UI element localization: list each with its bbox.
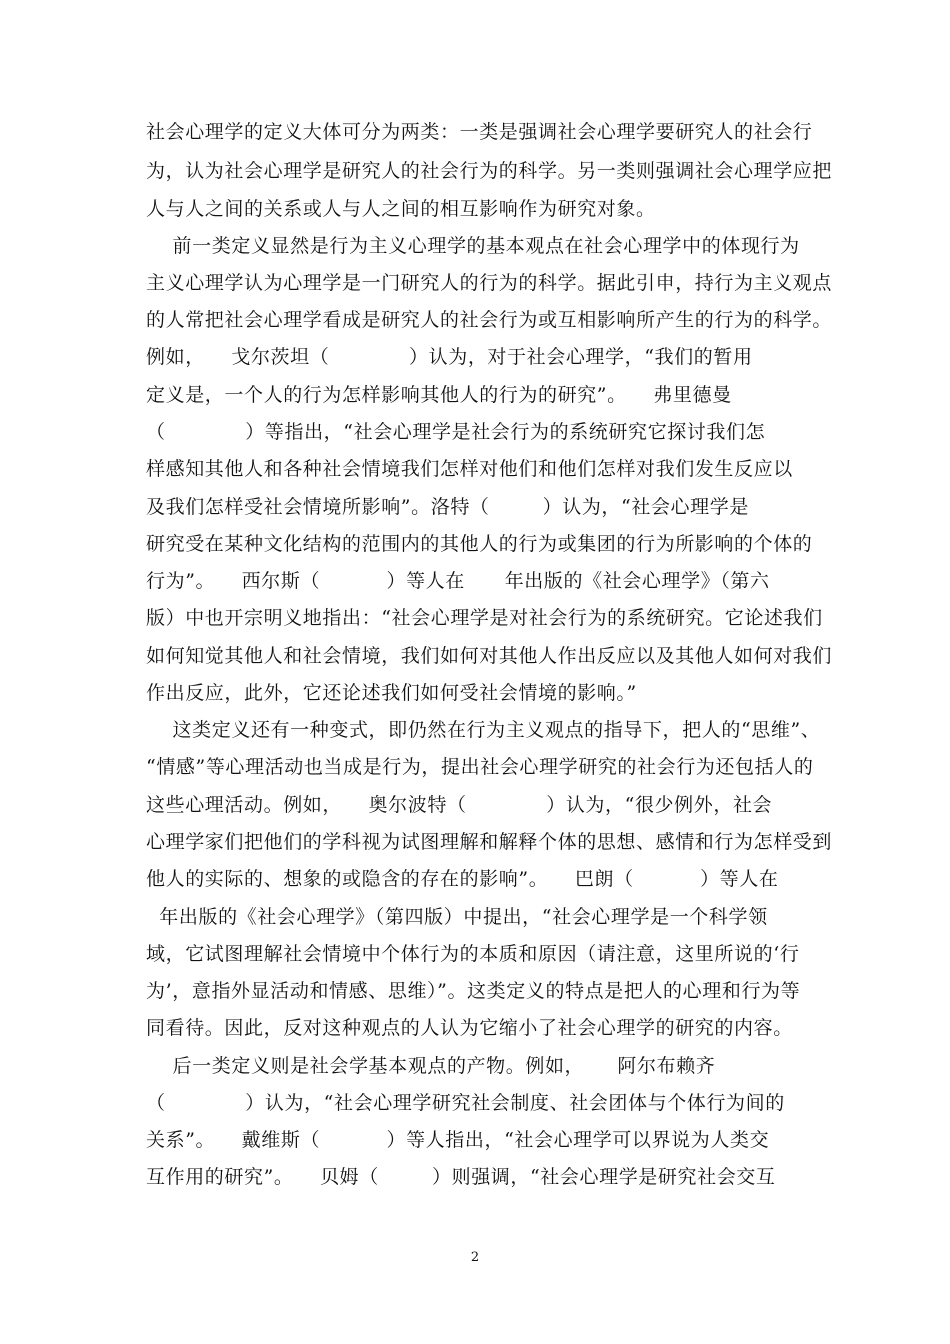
text-line: 作出反应，此外，它还论述我们如何受社会情境的影响。”	[146, 682, 637, 704]
text-line: 主义心理学认为心理学是一门研究人的行为的科学。据此引申，持行为主义观点	[146, 272, 833, 294]
text-line: 这类定义还有一种变式，即仍然在行为主义观点的指导下，把人的“思维”、	[146, 719, 821, 741]
text-line: “情感”等心理活动也当成是行为，提出社会心理学研究的社会行为还包括人的	[146, 756, 814, 778]
text-line: 及我们怎样受社会情境所影响”。洛特（ ）认为，“社会心理学是	[146, 496, 749, 518]
text-line: 后一类定义则是社会学基本观点的产物。例如， 阿尔布赖齐	[146, 1055, 716, 1077]
text-line: 人与人之间的关系或人与人之间的相互影响作为研究对象。	[146, 198, 656, 220]
text-line: 他人的实际的、想象的或隐含的存在的影响”。 巴朗（ ）等人在	[146, 868, 779, 890]
text-line: 研究受在某种文化结构的范围内的其他人的行为或集团的行为所影响的个体的	[146, 533, 813, 555]
text-line: 域，它试图理解社会情境中个体行为的本质和原因（请注意，这里所说的‘行	[146, 943, 800, 965]
text-line: 版）中也开宗明义地指出：“社会心理学是对社会行为的系统研究。它论述我们	[146, 607, 823, 629]
text-line: 社会心理学的定义大体可分为两类：一类是强调社会心理学要研究人的社会行	[146, 121, 813, 143]
text-line: 互作用的研究”。 贝姆（ ）则强调，“社会心理学是研究社会交互	[146, 1166, 776, 1188]
text-line: 定义是，一个人的行为怎样影响其他人的行为的研究”。 弗里德曼	[146, 384, 732, 406]
text-line: 样感知其他人和各种社会情境我们怎样对他们和他们怎样对我们发生反应以	[146, 458, 793, 480]
text-line: （ ）认为，“社会心理学研究社会制度、社会团体与个体行为间的	[146, 1092, 785, 1114]
text-line: 为，认为社会心理学是研究人的社会行为的科学。另一类则强调社会心理学应把	[146, 160, 833, 182]
text-line: 这些心理活动。例如， 奥尔波特（ ）认为，“很少例外，社会	[146, 794, 773, 816]
text-line: 例如， 戈尔茨坦（ ）认为，对于社会心理学，“我们的暂用	[146, 346, 753, 368]
text-line: 年出版的《社会心理学》（第四版）中提出，“社会心理学是一个科学领	[146, 906, 768, 928]
text-line: 关系”。 戴维斯（ ）等人指出，“社会心理学可以界说为人类交	[146, 1129, 770, 1151]
text-line: 的人常把社会心理学看成是研究人的社会行为或互相影响所产生的行为的科学。	[146, 309, 833, 331]
page-number: 2	[470, 1250, 480, 1265]
text-line: 行为”。 西尔斯（ ）等人在 年出版的《社会心理学》（第六	[146, 570, 770, 592]
text-line: 为’，意指外显活动和情感、思维）”。这类定义的特点是把人的心理和行为等	[146, 980, 801, 1002]
text-line: （ ）等指出，“社会心理学是社会行为的系统研究它探讨我们怎	[146, 421, 766, 443]
text-line: 如何知觉其他人和社会情境，我们如何对其他人作出反应以及其他人如何对我们	[146, 645, 833, 667]
text-line: 同看待。因此，反对这种观点的人认为它缩小了社会心理学的研究的内容。	[146, 1017, 793, 1039]
text-line: 心理学家们把他们的学科视为试图理解和解释个体的思想、感情和行为怎样受到	[146, 831, 833, 853]
text-line: 前一类定义显然是行为主义心理学的基本观点在社会心理学中的体现行为	[146, 235, 800, 257]
